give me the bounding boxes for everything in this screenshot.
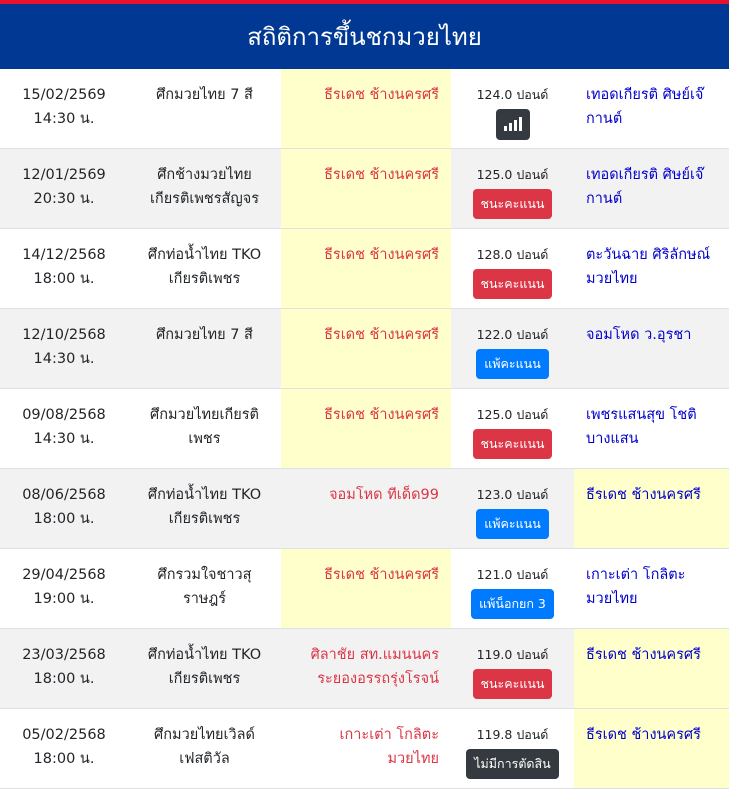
red-fighter-name-line-2: ระยองอรรถรุ่งโรจน์ xyxy=(317,671,439,687)
weight-label: 122.0 ปอนด์ xyxy=(476,327,549,342)
result-badge: ชนะคะแนน xyxy=(473,669,553,699)
event-name-line-1: ศึกท่อน้ำไทย TKO xyxy=(147,247,262,263)
blue-fighter-name-line-1: เกาะเต่า โกลิตะ xyxy=(586,567,686,583)
blue-fighter-name-line-2: กานต์ xyxy=(586,191,623,207)
event-name-line-2: เกียรติเพชร xyxy=(168,511,241,527)
fight-time: 14:30 น. xyxy=(33,111,95,127)
fight-date: 15/02/2569 xyxy=(22,87,106,103)
weight-result-cell xyxy=(451,149,574,228)
weight-label: 123.0 ปอนด์ xyxy=(476,487,549,502)
fight-time: 18:00 น. xyxy=(33,671,95,687)
red-fighter-name-line-1: ธีรเดช ช้างนครศรี xyxy=(324,327,439,343)
event-name-line-1: ศึกมวยไทยเกียรติ xyxy=(150,407,259,423)
event-name-line-2: เกียรติเพชรสัญจร xyxy=(149,191,260,207)
weight-result-cell xyxy=(451,549,574,628)
page-title: สถิติการขึ้นชกมวยไทย xyxy=(247,23,482,51)
event-name-line-1: ศึกรวมใจชาวสุ xyxy=(157,567,252,583)
red-fighter-name-line-1: ธีรเดช ช้างนครศรี xyxy=(324,567,439,583)
blue-fighter-name-line-2: บางแสน xyxy=(586,431,639,447)
result-badge: ไม่มีการตัดสิน xyxy=(466,749,558,779)
weight-label: 125.0 ปอนด์ xyxy=(476,407,549,422)
event-name-cell xyxy=(128,309,281,388)
fight-date: 14/12/2568 xyxy=(22,247,106,263)
blue-fighter-name-line-1: จอมโหด ว.อุรชา xyxy=(586,327,692,343)
fight-date: 12/10/2568 xyxy=(22,327,106,343)
fight-time: 14:30 น. xyxy=(33,431,95,447)
event-name-cell xyxy=(128,549,281,628)
event-name-line-1: ศึกมวยไทย 7 สี xyxy=(156,87,253,103)
weight-result-cell xyxy=(451,469,574,548)
table-row xyxy=(0,309,729,389)
fight-date-cell xyxy=(0,389,128,468)
red-corner-fighter[interactable] xyxy=(281,549,451,628)
fight-date-cell xyxy=(0,69,128,148)
fight-time: 18:00 น. xyxy=(33,271,95,287)
event-name-line-1: ศึกท่อน้ำไทย TKO xyxy=(147,487,262,503)
red-fighter-name-line-1: ธีรเดช ช้างนครศรี xyxy=(324,247,439,263)
table-row xyxy=(0,549,729,629)
blue-corner-fighter[interactable] xyxy=(574,549,729,628)
event-name-cell xyxy=(128,149,281,228)
table-row xyxy=(0,229,729,309)
fight-date-cell xyxy=(0,629,128,708)
blue-fighter-name-line-2: มวยไทย xyxy=(586,591,638,607)
weight-result-cell xyxy=(451,229,574,308)
fight-date: 29/04/2568 xyxy=(22,567,106,583)
event-name-cell xyxy=(128,389,281,468)
event-name-line-2: เกียรติเพชร xyxy=(168,271,241,287)
red-corner-fighter[interactable] xyxy=(281,709,451,788)
blue-corner-fighter[interactable] xyxy=(574,629,729,708)
weight-result-cell xyxy=(451,309,574,388)
fight-time: 20:30 น. xyxy=(33,191,95,207)
red-fighter-name-line-1: ศิลาชัย สท.แมนนคร xyxy=(310,647,439,663)
table-row xyxy=(0,69,729,149)
fight-date-cell xyxy=(0,149,128,228)
blue-corner-fighter[interactable] xyxy=(574,389,729,468)
blue-fighter-name-line-1: ธีรเดช ช้างนครศรี xyxy=(586,727,701,743)
blue-fighter-name-line-1: เทอดเกียรติ ศิษย์เจ๊ xyxy=(586,87,704,103)
result-badge: ชนะคะแนน xyxy=(473,269,553,299)
page-header xyxy=(0,4,729,69)
event-name-line-1: ศึกช้างมวยไทย xyxy=(157,167,252,183)
weight-label: 124.0 ปอนด์ xyxy=(476,87,549,102)
red-corner-fighter[interactable] xyxy=(281,149,451,228)
result-badge: แพ้คะแนน xyxy=(476,349,549,379)
red-corner-fighter[interactable] xyxy=(281,229,451,308)
weight-label: 119.0 ปอนด์ xyxy=(476,647,549,662)
fight-date-cell xyxy=(0,549,128,628)
event-name-cell xyxy=(128,69,281,148)
fight-date-cell xyxy=(0,229,128,308)
weight-label: 125.0 ปอนด์ xyxy=(476,167,549,182)
fight-date-cell xyxy=(0,309,128,388)
weight-result-cell xyxy=(451,69,574,148)
table-row xyxy=(0,389,729,469)
weight-result-cell xyxy=(451,629,574,708)
fight-date-cell xyxy=(0,469,128,548)
event-name-cell xyxy=(128,229,281,308)
result-badge: แพ้คะแนน xyxy=(476,509,549,539)
event-name-line-1: ศึกมวยไทย 7 สี xyxy=(156,327,253,343)
red-corner-fighter[interactable] xyxy=(281,309,451,388)
fight-time: 18:00 น. xyxy=(33,751,95,767)
blue-fighter-name-line-1: ธีรเดช ช้างนครศรี xyxy=(586,647,701,663)
red-fighter-name-line-2: มวยไทย xyxy=(387,751,439,767)
event-name-line-1: ศึกท่อน้ำไทย TKO xyxy=(147,647,262,663)
red-fighter-name-line-1: ธีรเดช ช้างนครศรี xyxy=(324,87,439,103)
result-badge: ชนะคะแนน xyxy=(473,429,553,459)
blue-corner-fighter[interactable] xyxy=(574,469,729,548)
result-badge: ชนะคะแนน xyxy=(473,189,553,219)
event-name-cell xyxy=(128,469,281,548)
red-corner-fighter[interactable] xyxy=(281,389,451,468)
blue-corner-fighter[interactable] xyxy=(574,309,729,388)
event-name-line-2: เพชร xyxy=(188,431,221,447)
fight-date: 05/02/2568 xyxy=(22,727,106,743)
event-name-line-2: เกียรติเพชร xyxy=(168,671,241,687)
table-row xyxy=(0,469,729,549)
blue-corner-fighter[interactable] xyxy=(574,709,729,788)
red-fighter-name-line-1: ธีรเดช ช้างนครศรี xyxy=(324,167,439,183)
event-name-line-2: เฟสติวัล xyxy=(179,751,230,767)
red-corner-fighter[interactable] xyxy=(281,69,451,148)
blue-fighter-name-line-1: ตะวันฉาย ศิริลักษณ์ xyxy=(586,247,711,263)
red-corner-fighter[interactable] xyxy=(281,469,451,548)
result-badge: แพ้น็อกยก 3 xyxy=(471,589,554,619)
table-row xyxy=(0,149,729,229)
fight-time: 14:30 น. xyxy=(33,351,95,367)
stats-chart-icon[interactable] xyxy=(496,109,530,140)
fight-date: 12/01/2569 xyxy=(22,167,106,183)
event-name-cell xyxy=(128,629,281,708)
event-name-line-1: ศึกมวยไทยเวิลด์ xyxy=(154,727,255,743)
blue-fighter-name-line-1: ธีรเดช ช้างนครศรี xyxy=(586,487,701,503)
red-fighter-name-line-1: เกาะเต่า โกลิตะ xyxy=(339,727,439,743)
blue-corner-fighter[interactable] xyxy=(574,149,729,228)
red-corner-fighter[interactable] xyxy=(281,629,451,708)
event-name-cell xyxy=(128,709,281,788)
weight-label: 121.0 ปอนด์ xyxy=(476,567,549,582)
fight-date-cell xyxy=(0,709,128,788)
event-name-line-2: ราษฎร์ xyxy=(182,591,226,607)
fight-date: 23/03/2568 xyxy=(22,647,106,663)
blue-fighter-name-line-2: กานต์ xyxy=(586,111,623,127)
fight-date: 08/06/2568 xyxy=(22,487,106,503)
blue-fighter-name-line-2: มวยไทย xyxy=(586,271,638,287)
table-row xyxy=(0,709,729,789)
weight-label: 119.8 ปอนด์ xyxy=(476,727,549,742)
weight-result-cell xyxy=(451,389,574,468)
blue-corner-fighter[interactable] xyxy=(574,229,729,308)
table-row xyxy=(0,629,729,709)
fight-record-table xyxy=(0,69,729,789)
weight-label: 128.0 ปอนด์ xyxy=(476,247,549,262)
blue-fighter-name-line-1: เทอดเกียรติ ศิษย์เจ๊ xyxy=(586,167,704,183)
fight-time: 18:00 น. xyxy=(33,511,95,527)
red-fighter-name-line-1: จอมโหด ทีเด็ด99 xyxy=(329,487,439,503)
weight-result-cell xyxy=(451,709,574,788)
fight-time: 19:00 น. xyxy=(33,591,95,607)
blue-corner-fighter[interactable] xyxy=(574,69,729,148)
red-fighter-name-line-1: ธีรเดช ช้างนครศรี xyxy=(324,407,439,423)
blue-fighter-name-line-1: เพชรแสนสุข โชติ xyxy=(586,407,697,423)
fight-date: 09/08/2568 xyxy=(22,407,106,423)
